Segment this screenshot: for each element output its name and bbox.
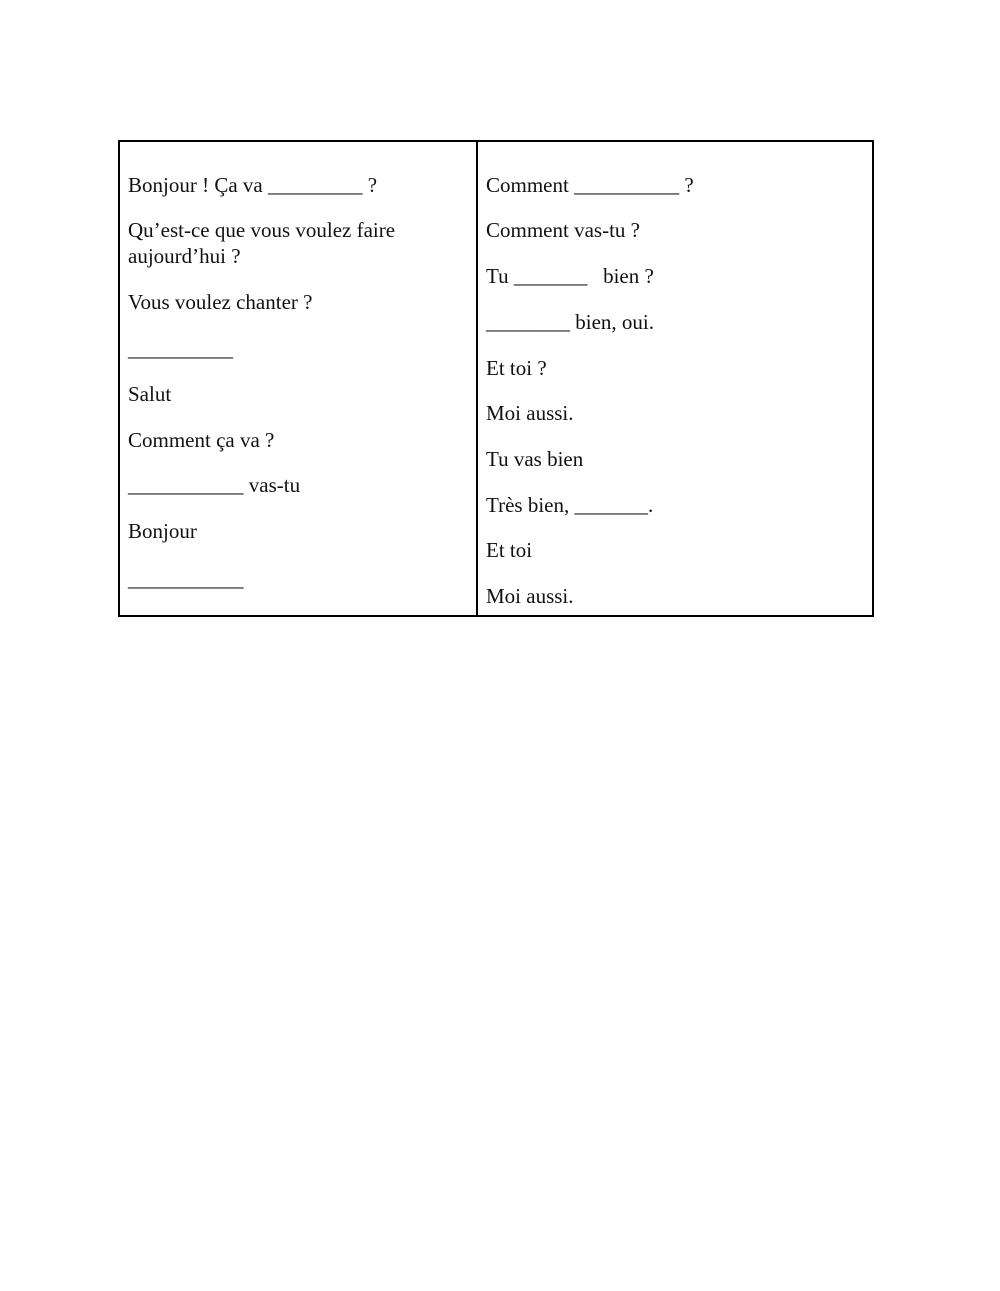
left-line-8: Bonjour xyxy=(128,519,197,543)
worksheet-table xyxy=(118,140,874,617)
left-line-9: ___________ xyxy=(128,567,244,591)
right-line-9: Et toi xyxy=(486,538,533,562)
left-line-2: Qu’est-ce que vous voulez faire aujourd’hui ? xyxy=(128,218,401,268)
right-line-6: Moi aussi. xyxy=(486,401,574,425)
left-line-7: ___________ vas-tu xyxy=(128,473,301,497)
right-column xyxy=(478,142,872,615)
left-line-4: __________ xyxy=(128,337,233,361)
left-column xyxy=(120,142,478,615)
right-line-1: Comment __________ ? xyxy=(486,173,694,197)
right-line-10: Moi aussi. xyxy=(486,584,574,608)
left-line-6: Comment ça va ? xyxy=(128,428,275,452)
right-line-2: Comment vas-tu ? xyxy=(486,218,640,242)
left-line-3: Vous voulez chanter ? xyxy=(128,290,313,314)
left-line-1: Bonjour ! Ça va _________ ? xyxy=(128,173,378,197)
right-line-3: Tu _______ bien ? xyxy=(486,264,654,288)
left-line-5: Salut xyxy=(128,382,172,406)
right-line-4: ________ bien, oui. xyxy=(486,310,654,334)
right-line-8: Très bien, _______. xyxy=(486,493,654,517)
right-line-5: Et toi ? xyxy=(486,356,547,380)
right-line-7: Tu vas bien xyxy=(486,447,584,471)
